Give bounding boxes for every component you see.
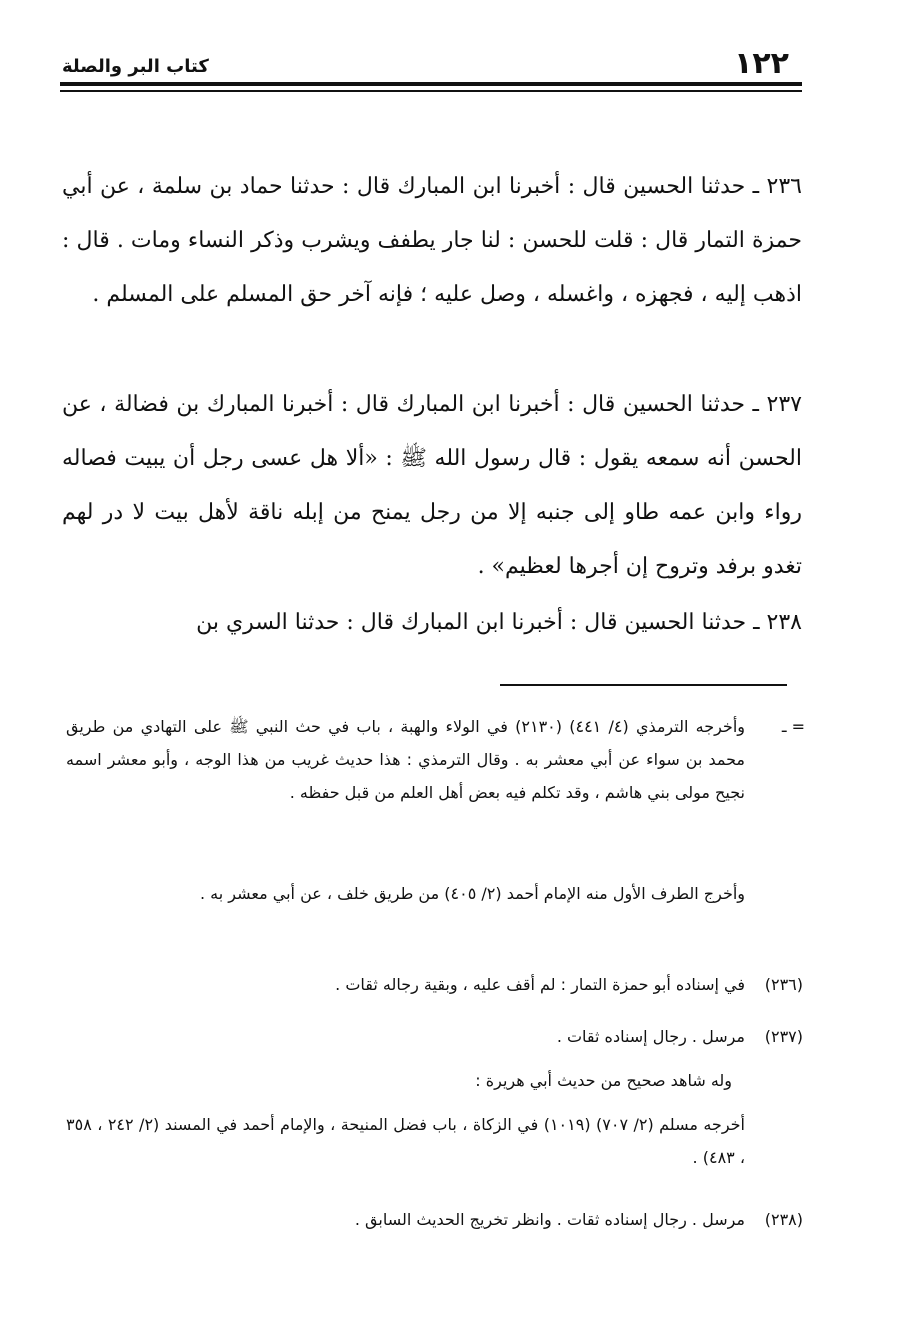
footnote-237-text: مرسل . رجال إسناده ثقات . [556,1027,745,1046]
footnote-238-label: (٢٣٨) [764,1210,803,1229]
footnote-separator [500,684,787,686]
footnote-237-takhrij: أخرجه مسلم (٢/ ٧٠٧) (١٠١٩) في الزكاة ، باب فضل المنيحة ، والإمام أحمد في المسند (٢/ ٢٤٢ ، ٣٥٨ ، ٤٨٣) . [66,1115,745,1167]
hadith-238: ٢٣٨ ـ حدثنا الحسين قال : أخبرنا ابن المبارك قال : حدثنا السري بن [196,610,802,635]
footnote-continuation-marker: = ـ [781,717,805,736]
footnote-238-text: مرسل . رجال إسناده ثقات . وانظر تخريج الحديث السابق . [354,1210,745,1229]
footnote-237-label: (٢٣٧) [764,1027,803,1046]
page-number: ١٢٢ [734,46,789,81]
footnote-236-text: في إسناده أبو حمزة التمار : لم أقف عليه ، وبقية رجاله ثقات . [335,975,745,994]
footnote-continuation-1: وأخرجه الترمذي (٤/ ٤٤١) (٢١٣٠) في الولاء والهبة ، باب في حث النبي ﷺ على التهادي من طريق محمد بن سواء عن أبي معشر به . وقال الترمذي : هذا حديث غريب من هذا الوجه ، وأبو معشر اسمه نجيح مولى بني هاشم ، وقد تكلم فيه بعض أهل العلم من قبل حفظه . [66,717,745,802]
book-title: كتاب البر والصلة [62,56,209,77]
footnote-236-label: (٢٣٦) [764,975,803,994]
hadith-236: ٢٣٦ ـ حدثنا الحسين قال : أخبرنا ابن المبارك قال : حدثنا حماد بن سلمة ، عن أبي حمزة التمار قال : قلت للحسن : لنا جار يطفف ويشرب وذكر النساء ومات . قال : اذهب إليه ، فجهزه ، واغسله ، وصل عليه ؛ فإنه آخر حق المسلم على المسلم . [62,174,802,307]
footnote-237-witness: وله شاهد صحيح من حديث أبي هريرة : [475,1071,732,1090]
header-rule-thick [60,82,802,86]
footnote-continuation-2: وأخرج الطرف الأول منه الإمام أحمد (٢/ ٤٠٥) من طريق خلف ، عن أبي معشر به . [199,884,745,903]
hadith-237: ٢٣٧ ـ حدثنا الحسين قال : أخبرنا ابن المبارك قال : أخبرنا المبارك بن فضالة ، عن الحسن أنه سمعه يقول : قال رسول الله ﷺ : «ألا هل عسى رجل أن يبيت فصاله رواء وابن عمه طاو إلى جنبه إلا من رجل يمنح من إبله ناقة لأهل بيت لا در لهم تغدو برفد وتروح إن أجرها لعظيم» . [62,392,802,579]
header-rule-thin [60,90,802,92]
